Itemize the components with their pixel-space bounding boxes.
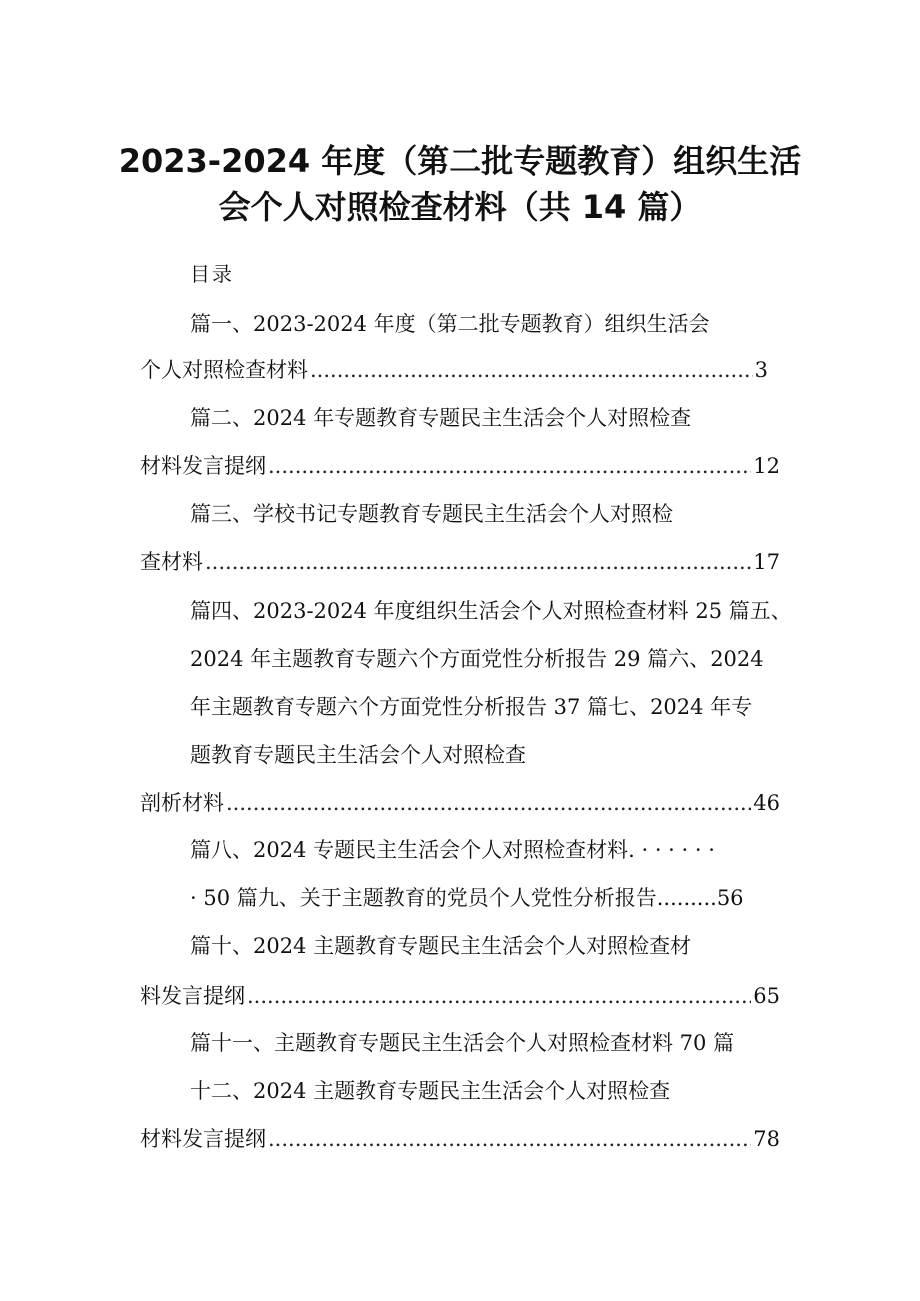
toc-entry-7-text: 剖析材料 <box>140 791 224 815</box>
toc-entry-3-page: 17 <box>753 550 780 574</box>
toc-entry-2-page: 12 <box>753 454 780 478</box>
toc-entry-12-line-1: 十二、2024 主题教育专题民主生活会个人对照检查 <box>190 1079 671 1103</box>
toc-heading: 目录 <box>190 262 234 286</box>
toc-entry-7-leader[interactable] <box>140 787 780 817</box>
document-title-line-1: 2023-2024 年度（第二批专题教育）组织生活 <box>118 142 802 180</box>
dot-leader <box>205 550 751 574</box>
toc-entry-10-text: 料发言提纲 <box>140 984 245 1008</box>
dot-leader <box>268 1127 751 1151</box>
toc-entry-12-page: 78 <box>753 1127 780 1151</box>
toc-entry-3-leader[interactable] <box>140 546 780 576</box>
toc-entry-8-line: 篇八、2024 专题民主生活会个人对照检查材料. · · · · · · <box>190 838 715 862</box>
dot-leader <box>268 454 751 478</box>
toc-entry-11-line: 篇十一、主题教育专题民主生活会个人对照检查材料 70 篇 <box>190 1031 735 1055</box>
toc-entry-2-line-1: 篇二、2024 年专题教育专题民主生活会个人对照检查 <box>190 406 692 430</box>
toc-entry-3-text: 查材料 <box>140 550 203 574</box>
toc-entry-10-line-1: 篇十、2024 主题教育专题民主生活会个人对照检查材 <box>190 934 692 958</box>
toc-entry-1-page: 3 <box>754 358 768 382</box>
toc-entry-1-text: 个人对照检查材料 <box>140 358 308 382</box>
document-title-line-2: 会个人对照检查材料（共 14 篇） <box>218 188 702 226</box>
toc-entry-1-line-1: 篇一、2023-2024 年度（第二批专题教育）组织生活会 <box>190 312 710 336</box>
toc-entry-7-page: 46 <box>753 791 780 815</box>
toc-entry-9-line: · 50 篇九、关于主题教育的党员个人党性分析报告.........56 <box>190 886 744 910</box>
toc-entry-10-page: 65 <box>753 984 780 1008</box>
dot-leader <box>310 358 753 382</box>
toc-entry-1-leader[interactable] <box>140 354 768 384</box>
toc-block-line-4: 题教育专题民主生活会个人对照检查 <box>190 743 526 767</box>
toc-entry-2-text: 材料发言提纲 <box>140 454 266 478</box>
dot-leader <box>226 791 751 815</box>
toc-entry-10-leader[interactable] <box>140 980 780 1010</box>
toc-block-line-2: 2024 年主题教育专题六个方面党性分析报告 29 篇六、2024 <box>190 647 764 671</box>
toc-block-line-1: 篇四、2023-2024 年度组织生活会个人对照检查材料 25 篇五、 <box>190 599 792 623</box>
toc-entry-12-text: 材料发言提纲 <box>140 1127 266 1151</box>
toc-entry-3-line-1: 篇三、学校书记专题教育专题民主生活会个人对照检 <box>190 502 673 526</box>
dot-leader <box>247 984 751 1008</box>
toc-block-line-3: 年主题教育专题六个方面党性分析报告 37 篇七、2024 年专 <box>190 695 753 719</box>
toc-entry-12-leader[interactable] <box>140 1123 780 1153</box>
toc-entry-2-leader[interactable] <box>140 450 780 480</box>
